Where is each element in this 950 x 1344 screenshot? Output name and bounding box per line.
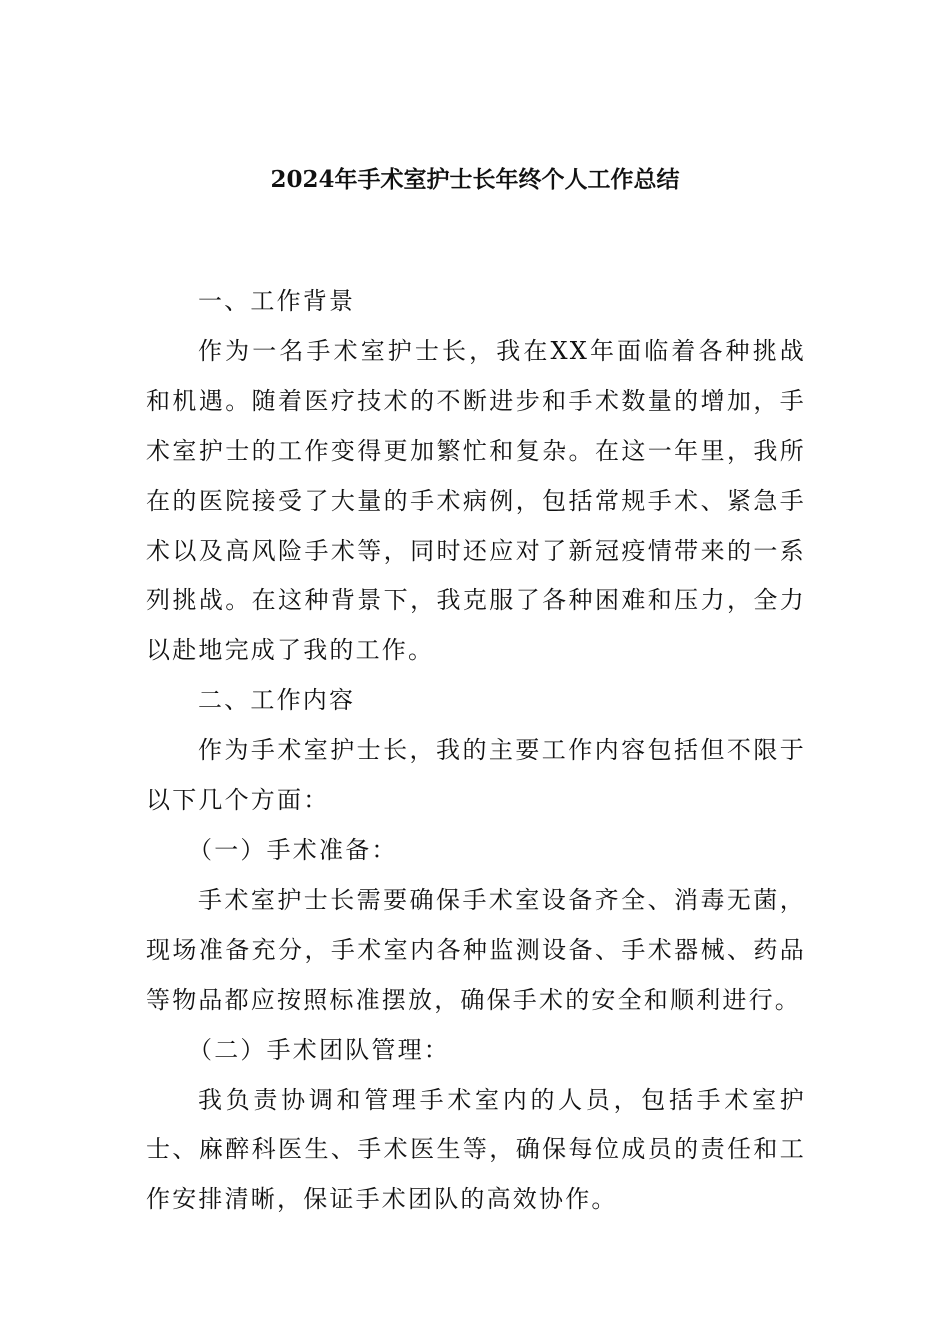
paragraph-team-management: 我负责协调和管理手术室内的人员，包括手术室护士、麻醉科医生、手术医生等，确保每位成员的责任和工作安排清晰，保证手术团队的高效协作。 xyxy=(146,1085,806,1214)
section-heading-background: 一、工作背景 xyxy=(198,287,356,315)
document-body xyxy=(146,277,806,1225)
paragraph-background: 作为一名手术室护士长，我在XX年面临着各种挑战和机遇。随着医疗技术的不断进步和手术数量的增加，手术室护士的工作变得更加繁忙和复杂。在这一年里，我所在的医院接受了大量的手术病例，包括常规手术、紧急手术以及高风险手术等，同时还应对了新冠疫情带来的一系列挑战。在这种背景下，我克服了各种困难和压力，全力以赴地完成了我的工作。 xyxy=(146,336,806,665)
paragraph-content-intro: 作为手术室护士长，我的主要工作内容包括但不限于以下几个方面： xyxy=(146,736,806,815)
document-title: 2024年手术室护士长年终个人工作总结 xyxy=(270,166,680,193)
section-heading-content: 二、工作内容 xyxy=(198,686,356,715)
subheading-surgery-prep: （一）手术准备： xyxy=(188,835,398,864)
paragraph-surgery-prep: 手术室护士长需要确保手术室设备齐全、消毒无菌，现场准备充分，手术室内各种监测设备、手术器械、药品等物品都应按照标准摆放，确保手术的安全和顺利进行。 xyxy=(146,885,806,1014)
subheading-team-management: （二）手术团队管理： xyxy=(188,1035,450,1064)
